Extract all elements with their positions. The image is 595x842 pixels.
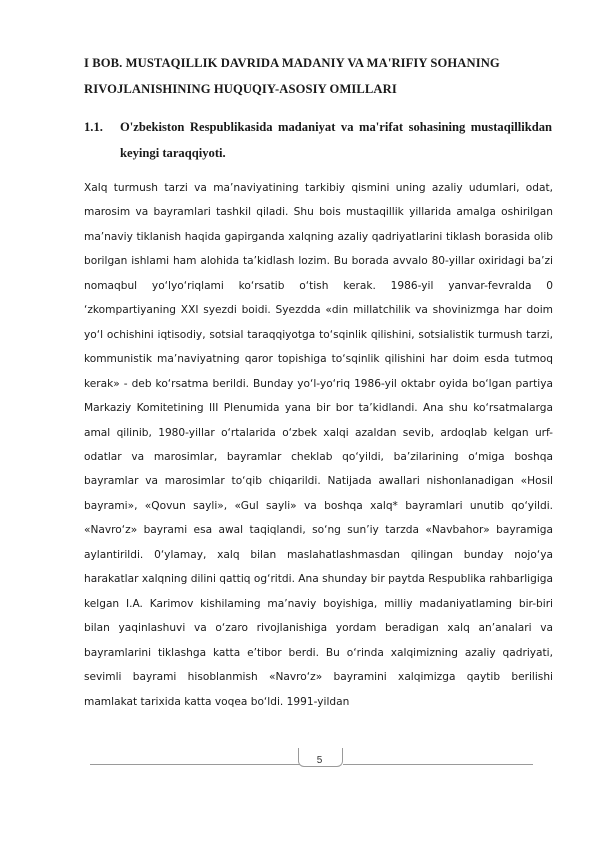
section-number: 1.1. bbox=[84, 120, 103, 134]
section-heading bbox=[84, 114, 552, 166]
footer-rule-right bbox=[343, 764, 533, 765]
section-title: O'zbekiston Respublikasida madaniyat va ma'rifat sohasining mustaqillikdan keyingi taraqqiyoti. bbox=[120, 120, 552, 160]
page-footer bbox=[0, 744, 595, 784]
body-paragraph: Xalq turmush tarzi va ma’naviyatining tarkibiy qismini uning azaliy udumlari, odat, marosim va bayramlari tashkil qiladi. Shu bois mustaqillik yillarida amalga oshirilgan ma’naviy tiklanish haqida gapirganda xalqning azaliy qadriyatlarini tiklash borasida olib borilgan ishlami ham alohida ta’kidlash lozim. Bu borada avvalo 80-yillar oxiridagi ba’zi nomaqbul yo‘lyo‘riqlami ko‘rsatib o‘tish kerak. 1986-yil yanvar-fevralda 0 ‘zkompartiyaning XXI syezdi boidi. Syezdda «din millatchilik va shovinizmga har doim yo‘l ochishini iqtisodiy, sotsial taraqqiyotga to‘sqinlik qilishini, sotsialistik turmush tarzi, kommunistik ma’naviyatning qaror topishiga to‘sqinlik qilishini har doim esda tutmoq kerak» - deb ko‘rsatma berildi. Bunday yo‘l-yo‘riq 1986-yil oktabr oyida bo‘lgan partiya Markaziy Komitetining III Plenumida yana bir bor ta’kidlandi. Ana shu ko‘rsatmalarga amal qilinib, 1980-yillar o‘rtalarida o‘zbek xalqi azaldan sevib, ardoqlab kelgan urf-odatlar va marosimlar, bayramlar cheklab qo‘yildi, ba’zilarining o‘miga boshqa bayramlar va marosimlar to‘qib chiqarildi. Natijada awallari nishonlanadigan «Hosil bayrami», «Qovun sayli», «Gul sayli» va boshqa xalq* bayramlari unutib qo‘yildi. «Navro‘z» bayrami esa awal taqiqlandi, so‘ng sun’iy tarzda «Navbahor» bayramiga aylantirildi. 0‘ylamay, xalq bilan maslahatlashmasdan qilingan bunday nojo‘ya harakatlar xalqning dilini qattiq og‘ritdi. Ana shunday bir paytda Respublika rahbarligiga kelgan I.A. Karimov kishilaming ma’naviy boyishiga, milliy madaniyatlaming bir-biri bilan yaqinlashuvi va o‘zaro rivojlanishiga yordam beradigan xalq an’analari va bayramlarini tiklashga katta e’tibor berdi. Bu o‘rinda xalqimizning azaliy qadriyati, sevimli bayrami hisoblanmish «Navro‘z» bayramini xalqimizga qaytib berilishi mamlakat tarixida katta voqea bo‘ldi. 1991-yildan bbox=[84, 182, 553, 708]
page-number: 5 bbox=[316, 755, 323, 766]
chapter-title: I BOB. MUSTAQILLIK DAVRIDA MADANIY VA MA'RIFIY SOHANING RIVOJLANISHINING HUQUQIY-ASOSIY OMILLARI bbox=[84, 56, 500, 96]
footer-rule-left bbox=[90, 764, 300, 765]
